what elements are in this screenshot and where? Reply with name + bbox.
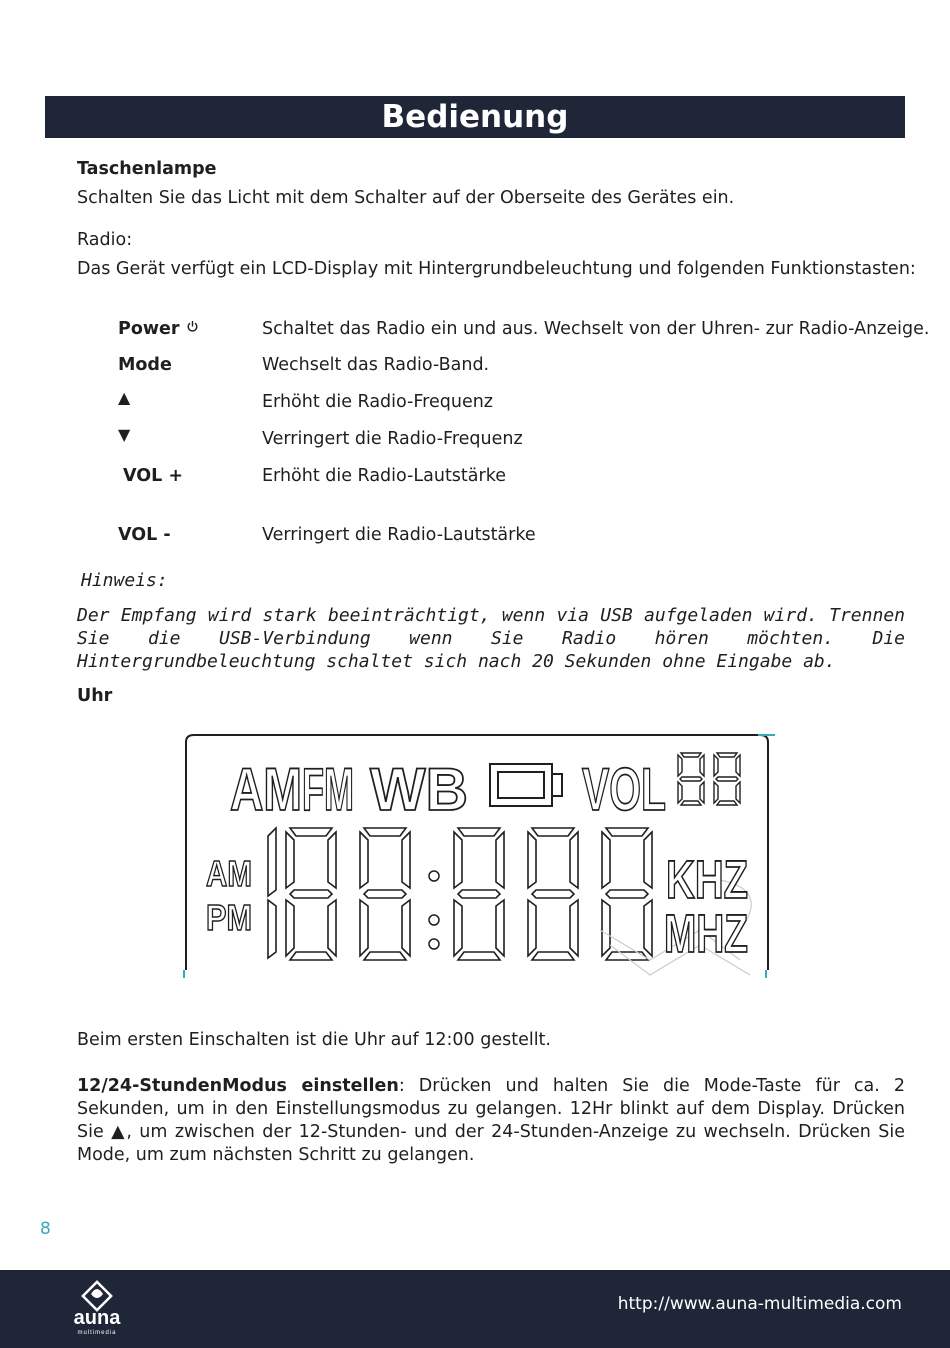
clock-heading: Uhr — [77, 686, 113, 706]
lcd-display-illustration — [180, 730, 780, 985]
lcd-label-fm: FM — [302, 756, 354, 823]
note-text: Der Empfang wird stark beeinträchtigt, wenn via USB aufgeladen wird. Trennen Sie die USB-Verbindung wenn Sie Radio hören möchten. Die Hintergrundbeleuchtung schaltet sich nach 20 Sekunden ohne Eingabe ab. — [77, 605, 905, 672]
note-heading: Hinweis: — [81, 570, 168, 591]
mode-text-1: : Drücken und halten Sie die Mode-Taste für ca. 2 Sekunden, um in den Einstellungsmodus zu gelangen. 12Hr blinkt auf dem Display. Drücken Sie — [77, 1076, 906, 1142]
footer-bar — [0, 1270, 950, 1348]
page-title: Bedienung — [381, 99, 569, 135]
lcd-label-side-am: AM — [206, 853, 252, 894]
lcd-vol-digit — [714, 753, 740, 805]
key-vol-up: VOL + — [123, 466, 184, 486]
mode-text-2: , um zwischen der 12-Stunden- und der 24-Stunden-Anzeige zu wechseln. Drücken Sie Mode, um zum nächsten Schritt zu gelangen. — [77, 1122, 905, 1165]
lcd-digit — [286, 828, 336, 960]
lcd-unit-mhz: MHZ — [664, 904, 748, 964]
flashlight-text: Schalten Sie das Licht mit dem Schalter auf der Oberseite des Gerätes ein. — [77, 188, 735, 208]
power-icon — [186, 320, 199, 333]
key-power — [118, 318, 199, 341]
battery-icon — [490, 764, 562, 806]
lcd-vol-digit — [678, 753, 704, 805]
logo-text: auna — [73, 1307, 121, 1329]
key-power-desc: Schaltet das Radio ein und aus. Wechselt von der Uhren- zur Radio-Anzeige. — [262, 319, 930, 339]
key-vol-down: VOL - — [118, 525, 171, 545]
lcd-leading-one — [268, 828, 276, 958]
logo-subtext: multimedia — [77, 1330, 117, 1336]
auna-logo — [52, 1278, 142, 1340]
lcd-digit — [360, 828, 410, 960]
key-power-label: Power — [118, 319, 180, 339]
radio-heading: Radio — [77, 230, 127, 250]
lcd-label-am: AM — [230, 756, 302, 823]
mode-paragraph — [77, 1075, 905, 1167]
key-down-desc: Verringert die Radio-Frequenz — [262, 429, 523, 449]
radio-heading-colon: : — [126, 230, 133, 250]
key-vol-down-desc: Verringert die Radio-Lautstärke — [262, 525, 536, 545]
up-arrow-inline-icon: ▲ — [111, 1122, 127, 1142]
lcd-label-side-pm: PM — [206, 897, 252, 938]
mode-heading: 12/24-StundenModus einstellen — [77, 1076, 399, 1096]
lcd-digit — [528, 828, 578, 960]
key-vol-up-desc: Erhöht die Radio-Lautstärke — [262, 466, 506, 486]
radio-heading-line — [77, 229, 132, 252]
page-number: 8 — [40, 1219, 51, 1239]
key-mode-desc: Wechselt das Radio-Band. — [262, 355, 490, 375]
lcd-digit — [454, 828, 504, 960]
footer-url-link[interactable]: http://www.auna-multimedia.com — [617, 1294, 902, 1314]
lcd-label-wb: WB — [370, 756, 468, 823]
lcd-colon-bottom — [429, 939, 439, 949]
lcd-decimal-dot — [429, 871, 439, 881]
first-on-text: Beim ersten Einschalten ist die Uhr auf 12:00 gestellt. — [77, 1030, 551, 1050]
radio-intro: Das Gerät verfügt ein LCD-Display mit Hintergrundbeleuchtung und folgenden Funktionstasten: — [77, 259, 916, 279]
lcd-label-vol: VOL — [582, 756, 666, 823]
up-arrow-icon: ▲ — [118, 388, 131, 407]
flashlight-heading: Taschenlampe — [77, 159, 217, 179]
down-arrow-icon: ▼ — [118, 425, 131, 444]
lcd-unit-khz: KHZ — [666, 850, 748, 910]
key-mode: Mode — [118, 355, 172, 375]
lcd-colon-top — [429, 915, 439, 925]
key-up-desc: Erhöht die Radio-Frequenz — [262, 392, 493, 412]
lcd-digit — [602, 828, 652, 960]
section-title-bar — [45, 96, 905, 138]
